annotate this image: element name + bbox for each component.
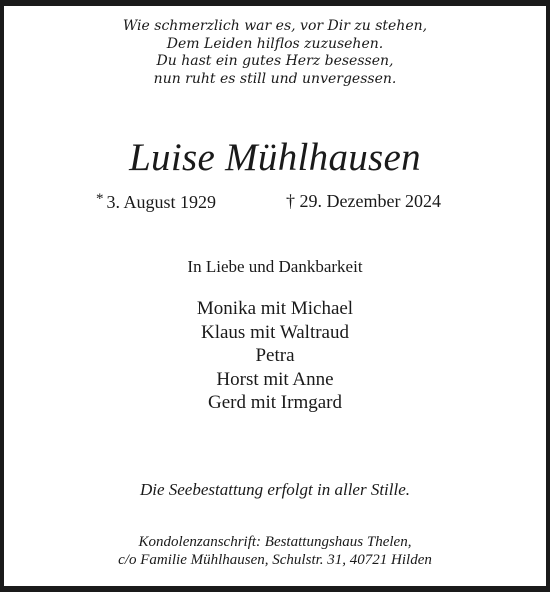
deceased-name: Luise Mühlhausen	[129, 136, 421, 179]
family-member: Monika mit Michael	[196, 298, 354, 319]
birth-symbol: *	[96, 191, 104, 207]
family-member: Gerd mit Irmgard	[207, 392, 342, 413]
poem-line: Du hast ein gutes Herz besessen,	[156, 53, 394, 69]
condolence-address	[0, 533, 550, 569]
love-and-gratitude-line: In Liebe und Dankbarkeit	[187, 257, 363, 276]
life-dates	[0, 191, 550, 215]
condolence-line: c/o Familie Mühlhausen, Schulstr. 31, 40721 Hilden	[118, 552, 432, 568]
birth-date-group	[96, 191, 216, 213]
poem-line: nun ruht es still und unvergessen.	[153, 70, 397, 87]
family-member: Klaus mit Waltraud	[201, 321, 349, 343]
condolence-line: Kondolenzanschrift: Bestattungshaus Thelen,	[138, 534, 412, 550]
death-date: † 29. Dezember 2024	[286, 191, 441, 211]
memorial-poem	[0, 18, 550, 88]
family-member: Petra	[255, 345, 295, 366]
poem-line: Dem Leiden hilflos zuzusehen.	[166, 35, 384, 52]
poem-line: Wie schmerzlich war es, vor Dir zu stehen,	[122, 18, 428, 34]
burial-note: Die Seebestattung erfolgt in aller Stille.	[139, 480, 411, 499]
family-list	[0, 297, 550, 415]
birth-date: 3. August 1929	[106, 192, 217, 212]
family-member: Horst mit Anne	[216, 368, 334, 390]
